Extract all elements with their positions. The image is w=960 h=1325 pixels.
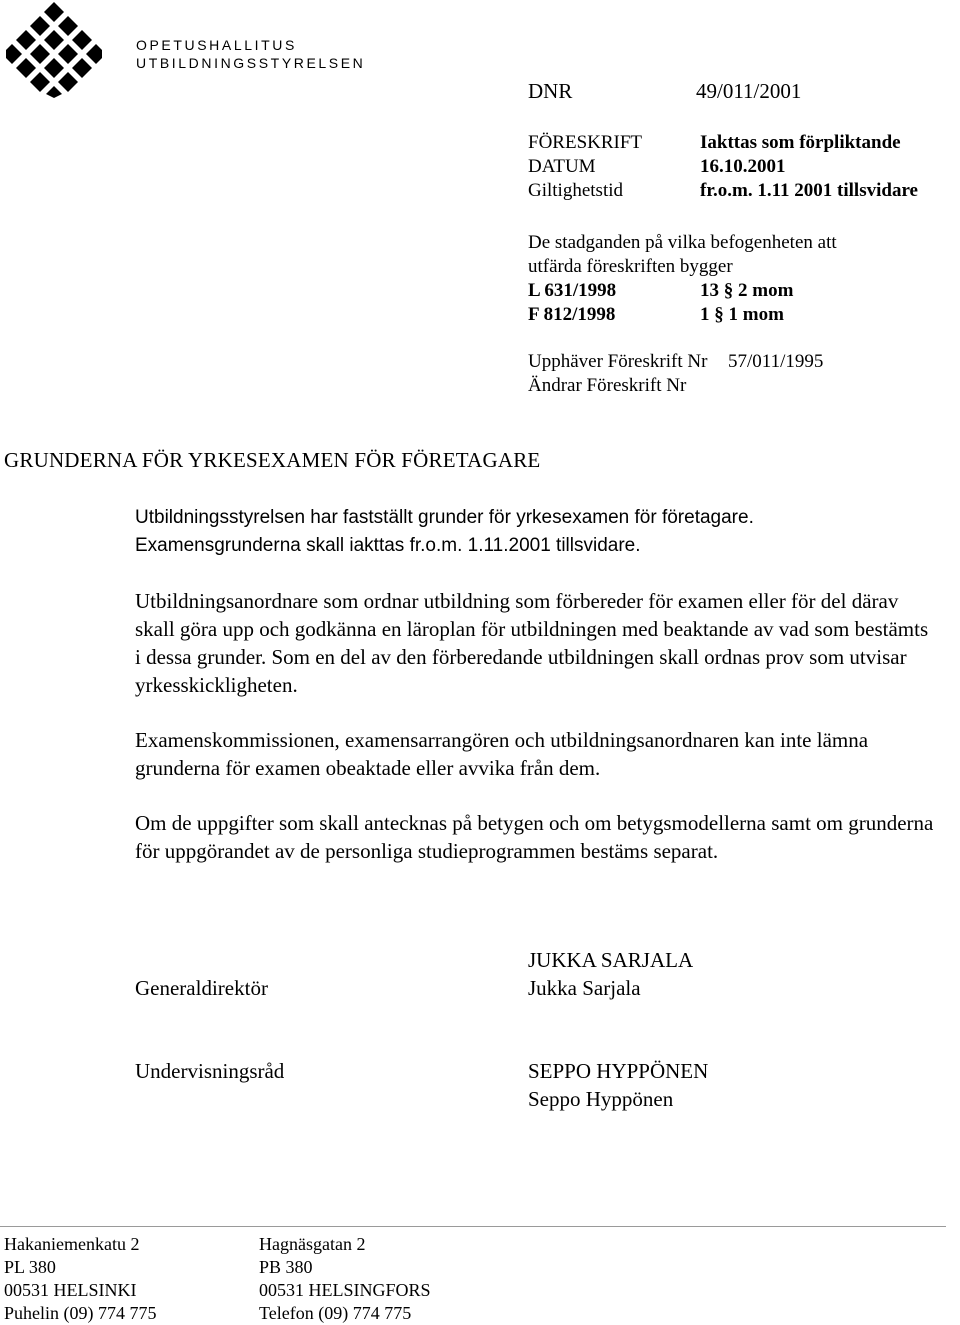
footer-divider [0, 1226, 946, 1227]
footer-fi-city: 00531 HELSINKI [4, 1280, 137, 1300]
signature-name-upper-1: JUKKA SARJALA [528, 948, 694, 972]
repeals-label: Upphäver Föreskrift Nr [528, 351, 708, 372]
validity-label: Giltighetstid [528, 180, 623, 201]
regulation-meta [528, 131, 958, 203]
footer-fi-phone: Puhelin (09) 774 775 [4, 1303, 157, 1323]
authority-intro-line1: De stadganden på vilka befogenheten att [528, 232, 837, 253]
authority-block [528, 231, 958, 327]
law1-ref: L 631/1998 [528, 280, 617, 301]
paragraph-certificates: Om de uppgifter som skall antecknas på betygen och om betygsmodellerna samt om grunderna för uppgörandet av de personliga studieprogrammen bestäms separat. [135, 811, 934, 863]
repeals-value: 57/011/1995 [728, 351, 824, 372]
dnr-label: DNR [528, 79, 573, 103]
validity-value: fr.o.m. 1.11 2001 tillsvidare [700, 180, 918, 201]
agency-logo-icon [6, 2, 102, 98]
footer-sv-city: 00531 HELSINGFORS [259, 1280, 431, 1300]
lead-line1: Utbildningsstyrelsen har fastställt grunder för yrkesexamen för företagare. [135, 507, 754, 528]
signature-name-2: Seppo Hyppönen [528, 1087, 674, 1111]
signature-name-upper-2: SEPPO HYPPÖNEN [528, 1059, 709, 1083]
org-name-fi: OPETUSHALLITUS [136, 37, 297, 53]
footer-fi-street: Hakaniemenkatu 2 [4, 1234, 140, 1254]
footer-sv-phone: Telefon (09) 774 775 [259, 1303, 412, 1323]
signature-role-2: Undervisningsråd [135, 1059, 285, 1083]
regulation-label: FÖRESKRIFT [528, 132, 643, 153]
signature-name-1: Jukka Sarjala [528, 976, 641, 1000]
footer-fi-box: PL 380 [4, 1257, 56, 1277]
changes-label: Ändrar Föreskrift Nr [528, 375, 687, 396]
law2-section: 1 § 1 mom [700, 304, 784, 325]
regulation-value: Iakttas som förpliktande [700, 132, 901, 153]
signature-role-1: Generaldirektör [135, 976, 268, 1000]
org-name-sv: UTBILDNINGSSTYRELSEN [136, 55, 366, 71]
lead-line2: Examensgrunderna skall iakttas fr.o.m. 1.11.2001 tillsvidare. [135, 535, 641, 556]
law2-ref: F 812/1998 [528, 304, 616, 325]
authority-intro-line2: utfärda föreskriften bygger [528, 256, 733, 277]
footer-address-sv [259, 1233, 431, 1325]
date-label: DATUM [528, 156, 596, 177]
law1-section: 13 § 2 mom [700, 280, 794, 301]
paragraph-commission: Examenskommissionen, examensarrangören och utbildningsanordnaren kan inte lämna grunderna för examen obeaktade eller avvika från dem. [135, 728, 869, 780]
dnr-row [528, 79, 928, 103]
amendments-block [528, 350, 958, 398]
paragraph-curriculum: Utbildningsanordnare som ordnar utbildning som förbereder för examen eller för del därav skall göra upp och godkänna en läroplan för utbildningen med beaktande av vad som bestämts i dessa grunder. Som en del av den förberedande utbildningen skall ordnas prov som utvisar yrkesskickligheten. [135, 589, 929, 697]
footer-address-fi [4, 1233, 157, 1325]
date-value: 16.10.2001 [700, 156, 786, 177]
footer-sv-street: Hagnäsgatan 2 [259, 1234, 366, 1254]
dnr-value: 49/011/2001 [696, 79, 802, 103]
footer-sv-box: PB 380 [259, 1257, 313, 1277]
document-title: GRUNDERNA FÖR YRKESEXAMEN FÖR FÖRETAGARE [4, 448, 541, 472]
